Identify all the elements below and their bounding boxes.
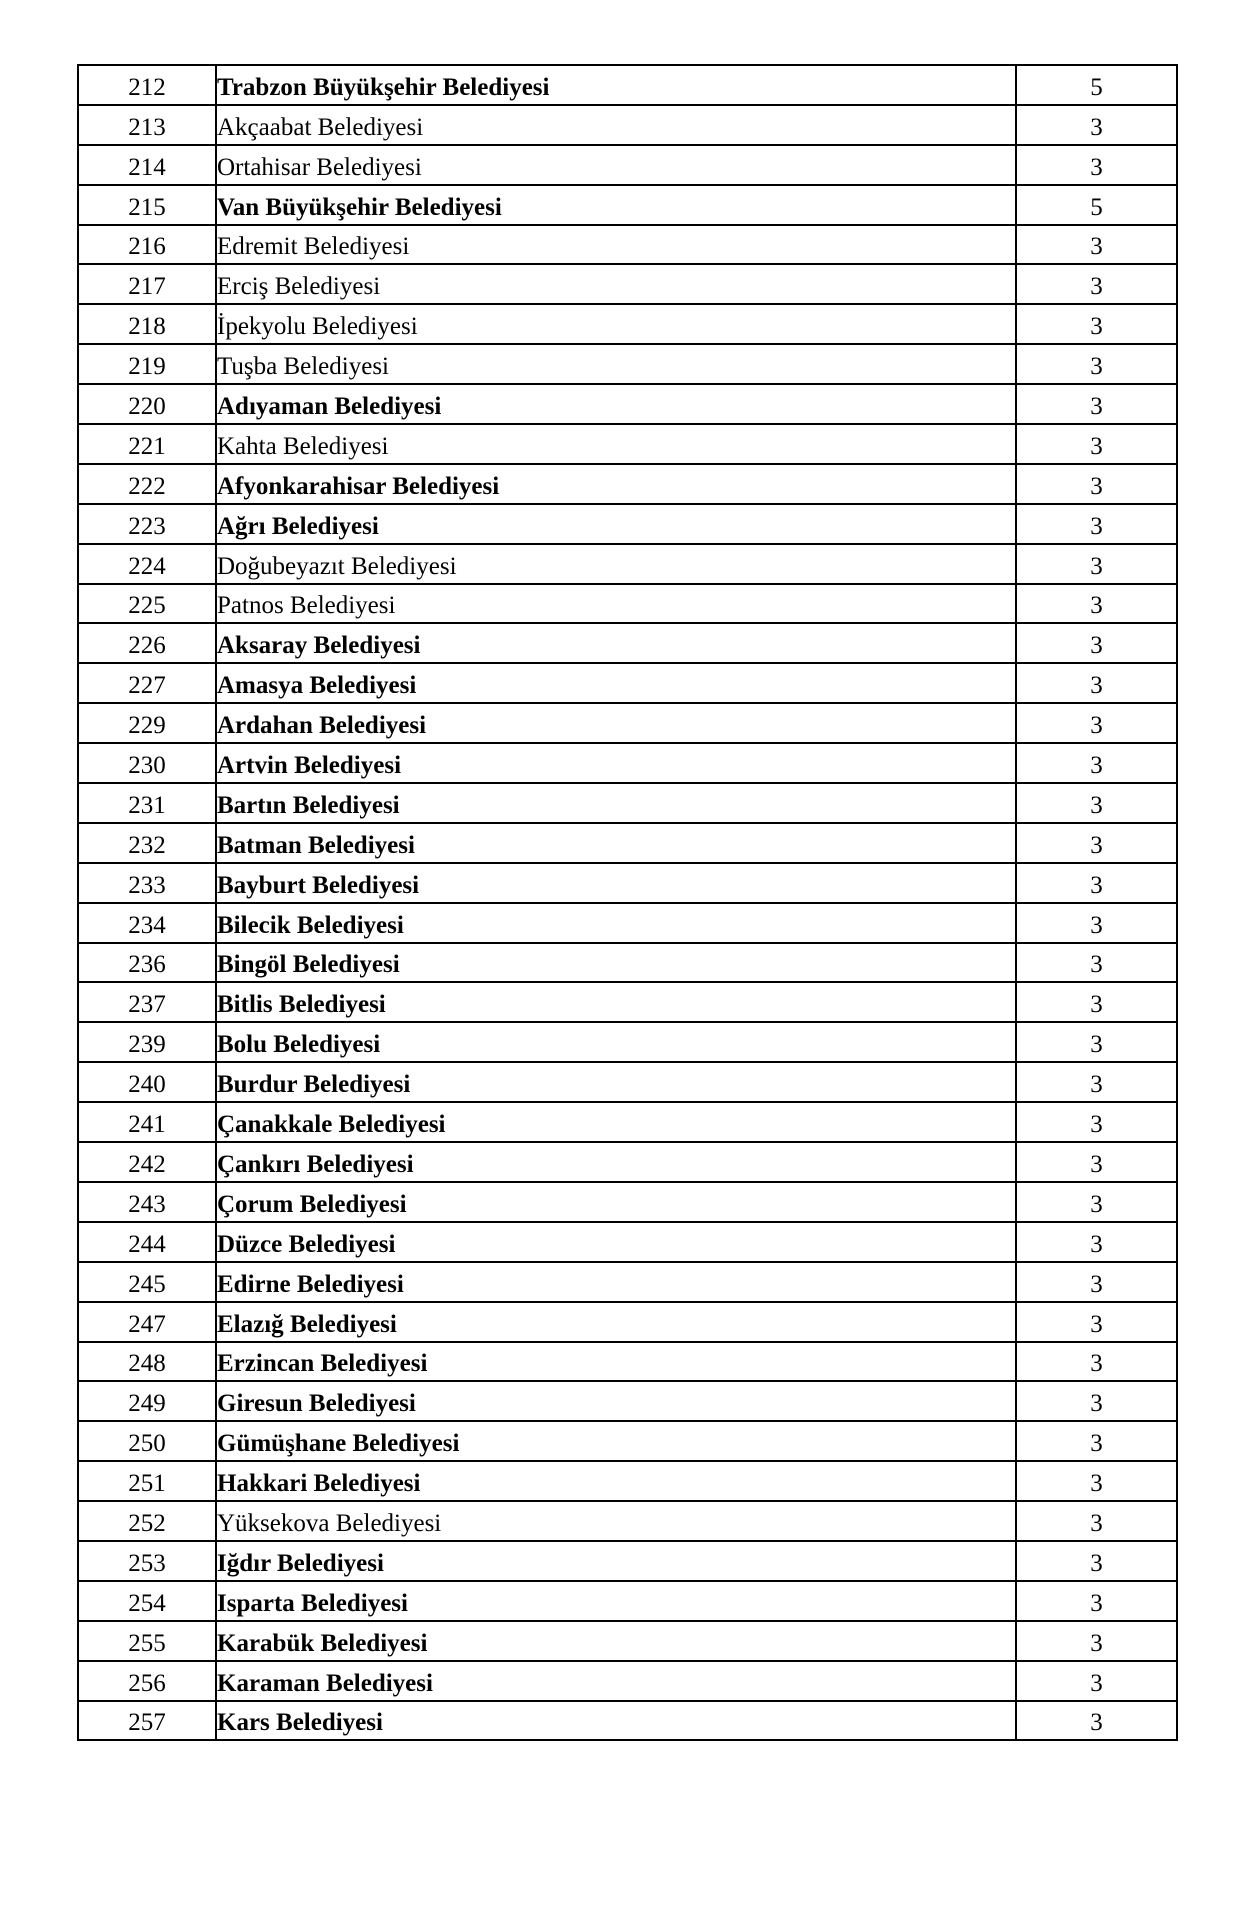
- row-number-cell: 249: [78, 1381, 216, 1421]
- row-number-cell: 224: [78, 544, 216, 584]
- quota-value-cell: 3: [1016, 783, 1177, 823]
- quota-value-cell: 3: [1016, 1222, 1177, 1262]
- quota-value-cell: 3: [1016, 1421, 1177, 1461]
- row-number-cell: 230: [78, 743, 216, 783]
- municipality-name-cell: Giresun Belediyesi: [216, 1381, 1016, 1421]
- table-row: [78, 185, 1177, 225]
- table-row: [78, 903, 1177, 943]
- municipality-name-cell: Karaman Belediyesi: [216, 1661, 1016, 1701]
- table-row: [78, 544, 1177, 584]
- row-number-cell: 219: [78, 344, 216, 384]
- municipality-name-cell: Erciş Belediyesi: [216, 264, 1016, 304]
- table-row: [78, 424, 1177, 464]
- municipality-name-cell: Afyonkarahisar Belediyesi: [216, 464, 1016, 504]
- municipality-name-cell: Akçaabat Belediyesi: [216, 105, 1016, 145]
- municipality-name-cell: Bolu Belediyesi: [216, 1022, 1016, 1062]
- table-row: [78, 1302, 1177, 1342]
- quota-value-cell: 3: [1016, 1621, 1177, 1661]
- row-number-cell: 221: [78, 424, 216, 464]
- municipality-name-cell: Erzincan Belediyesi: [216, 1342, 1016, 1382]
- municipality-name-cell: Iğdır Belediyesi: [216, 1541, 1016, 1581]
- row-number-cell: 217: [78, 264, 216, 304]
- quota-value-cell: 5: [1016, 185, 1177, 225]
- quota-value-cell: 3: [1016, 544, 1177, 584]
- municipality-name-cell: Çanakkale Belediyesi: [216, 1102, 1016, 1142]
- municipality-name-cell: Elazığ Belediyesi: [216, 1302, 1016, 1342]
- table-row: [78, 1461, 1177, 1501]
- municipality-name-cell: Van Büyükşehir Belediyesi: [216, 185, 1016, 225]
- quota-value-cell: 3: [1016, 863, 1177, 903]
- municipality-name-cell: Aksaray Belediyesi: [216, 623, 1016, 663]
- row-number-cell: 233: [78, 863, 216, 903]
- quota-value-cell: 3: [1016, 1302, 1177, 1342]
- row-number-cell: 244: [78, 1222, 216, 1262]
- table-row: [78, 1701, 1177, 1741]
- municipality-table-body: [78, 65, 1177, 1740]
- row-number-cell: 245: [78, 1262, 216, 1302]
- row-number-cell: 234: [78, 903, 216, 943]
- municipality-name-cell: Karabük Belediyesi: [216, 1621, 1016, 1661]
- row-number-cell: 231: [78, 783, 216, 823]
- table-row: [78, 703, 1177, 743]
- row-number-cell: 220: [78, 384, 216, 424]
- quota-value-cell: 3: [1016, 1461, 1177, 1501]
- row-number-cell: 252: [78, 1501, 216, 1541]
- quota-value-cell: 3: [1016, 743, 1177, 783]
- row-number-cell: 248: [78, 1342, 216, 1382]
- municipality-name-cell: Çankırı Belediyesi: [216, 1142, 1016, 1182]
- quota-value-cell: 3: [1016, 623, 1177, 663]
- quota-value-cell: 3: [1016, 903, 1177, 943]
- municipality-name-cell: Bingöl Belediyesi: [216, 943, 1016, 983]
- quota-value-cell: 3: [1016, 1661, 1177, 1701]
- municipality-name-cell: Bartın Belediyesi: [216, 783, 1016, 823]
- quota-value-cell: 3: [1016, 1381, 1177, 1421]
- municipality-name-cell: Artvin Belediyesi: [216, 743, 1016, 783]
- municipality-name-cell: Doğubeyazıt Belediyesi: [216, 544, 1016, 584]
- table-row: [78, 1102, 1177, 1142]
- row-number-cell: 241: [78, 1102, 216, 1142]
- quota-value-cell: 3: [1016, 1182, 1177, 1222]
- municipality-table: [77, 64, 1178, 1741]
- row-number-cell: 251: [78, 1461, 216, 1501]
- quota-value-cell: 3: [1016, 823, 1177, 863]
- municipality-name-cell: Batman Belediyesi: [216, 823, 1016, 863]
- table-row: [78, 145, 1177, 185]
- quota-value-cell: 3: [1016, 464, 1177, 504]
- quota-value-cell: 3: [1016, 105, 1177, 145]
- table-row: [78, 823, 1177, 863]
- municipality-name-cell: Edremit Belediyesi: [216, 225, 1016, 265]
- quota-value-cell: 3: [1016, 1142, 1177, 1182]
- quota-value-cell: 3: [1016, 1262, 1177, 1302]
- quota-value-cell: 3: [1016, 584, 1177, 624]
- municipality-name-cell: Amasya Belediyesi: [216, 663, 1016, 703]
- municipality-name-cell: Çorum Belediyesi: [216, 1182, 1016, 1222]
- table-row: [78, 863, 1177, 903]
- municipality-name-cell: Isparta Belediyesi: [216, 1581, 1016, 1621]
- row-number-cell: 254: [78, 1581, 216, 1621]
- table-row: [78, 504, 1177, 544]
- municipality-name-cell: İpekyolu Belediyesi: [216, 304, 1016, 344]
- municipality-name-cell: Kars Belediyesi: [216, 1701, 1016, 1741]
- municipality-name-cell: Ağrı Belediyesi: [216, 504, 1016, 544]
- quota-value-cell: 3: [1016, 982, 1177, 1022]
- municipality-name-cell: Bitlis Belediyesi: [216, 982, 1016, 1022]
- row-number-cell: 213: [78, 105, 216, 145]
- row-number-cell: 232: [78, 823, 216, 863]
- table-row: [78, 1581, 1177, 1621]
- table-row: [78, 1381, 1177, 1421]
- row-number-cell: 256: [78, 1661, 216, 1701]
- row-number-cell: 225: [78, 584, 216, 624]
- table-row: [78, 105, 1177, 145]
- quota-value-cell: 3: [1016, 384, 1177, 424]
- quota-value-cell: 3: [1016, 1102, 1177, 1142]
- quota-value-cell: 3: [1016, 264, 1177, 304]
- table-row: [78, 1022, 1177, 1062]
- quota-value-cell: 3: [1016, 1581, 1177, 1621]
- row-number-cell: 236: [78, 943, 216, 983]
- row-number-cell: 255: [78, 1621, 216, 1661]
- table-row: [78, 1342, 1177, 1382]
- table-row: [78, 1062, 1177, 1102]
- row-number-cell: 215: [78, 185, 216, 225]
- table-row: [78, 344, 1177, 384]
- municipality-name-cell: Düzce Belediyesi: [216, 1222, 1016, 1262]
- municipality-name-cell: Patnos Belediyesi: [216, 584, 1016, 624]
- row-number-cell: 237: [78, 982, 216, 1022]
- table-row: [78, 584, 1177, 624]
- row-number-cell: 229: [78, 703, 216, 743]
- table-row: [78, 1142, 1177, 1182]
- table-row: [78, 1621, 1177, 1661]
- table-row: [78, 1541, 1177, 1581]
- table-row: [78, 623, 1177, 663]
- quota-value-cell: 3: [1016, 225, 1177, 265]
- row-number-cell: 250: [78, 1421, 216, 1461]
- municipality-name-cell: Tuşba Belediyesi: [216, 344, 1016, 384]
- quota-value-cell: 3: [1016, 1701, 1177, 1741]
- table-row: [78, 384, 1177, 424]
- table-row: [78, 943, 1177, 983]
- table-row: [78, 225, 1177, 265]
- municipality-name-cell: Gümüşhane Belediyesi: [216, 1421, 1016, 1461]
- row-number-cell: 218: [78, 304, 216, 344]
- municipality-name-cell: Bayburt Belediyesi: [216, 863, 1016, 903]
- table-row: [78, 783, 1177, 823]
- row-number-cell: 253: [78, 1541, 216, 1581]
- row-number-cell: 222: [78, 464, 216, 504]
- row-number-cell: 216: [78, 225, 216, 265]
- quota-value-cell: 3: [1016, 504, 1177, 544]
- quota-value-cell: 3: [1016, 943, 1177, 983]
- municipality-name-cell: Trabzon Büyükşehir Belediyesi: [216, 65, 1016, 105]
- quota-value-cell: 3: [1016, 424, 1177, 464]
- table-row: [78, 1182, 1177, 1222]
- row-number-cell: 247: [78, 1302, 216, 1342]
- row-number-cell: 243: [78, 1182, 216, 1222]
- table-row: [78, 1421, 1177, 1461]
- table-row: [78, 304, 1177, 344]
- row-number-cell: 240: [78, 1062, 216, 1102]
- quota-value-cell: 3: [1016, 1062, 1177, 1102]
- table-row: [78, 264, 1177, 304]
- quota-value-cell: 3: [1016, 1342, 1177, 1382]
- row-number-cell: 226: [78, 623, 216, 663]
- municipality-name-cell: Adıyaman Belediyesi: [216, 384, 1016, 424]
- row-number-cell: 214: [78, 145, 216, 185]
- table-row: [78, 1222, 1177, 1262]
- municipality-name-cell: Yüksekova Belediyesi: [216, 1501, 1016, 1541]
- municipality-name-cell: Ortahisar Belediyesi: [216, 145, 1016, 185]
- quota-value-cell: 3: [1016, 344, 1177, 384]
- quota-value-cell: 5: [1016, 65, 1177, 105]
- table-row: [78, 1661, 1177, 1701]
- municipality-name-cell: Edirne Belediyesi: [216, 1262, 1016, 1302]
- table-row: [78, 65, 1177, 105]
- table-row: [78, 743, 1177, 783]
- municipality-name-cell: Bilecik Belediyesi: [216, 903, 1016, 943]
- row-number-cell: 223: [78, 504, 216, 544]
- quota-value-cell: 3: [1016, 663, 1177, 703]
- quota-value-cell: 3: [1016, 1022, 1177, 1062]
- quota-value-cell: 3: [1016, 1541, 1177, 1581]
- municipality-name-cell: Hakkari Belediyesi: [216, 1461, 1016, 1501]
- quota-value-cell: 3: [1016, 304, 1177, 344]
- table-row: [78, 464, 1177, 504]
- municipality-name-cell: Burdur Belediyesi: [216, 1062, 1016, 1102]
- municipality-name-cell: Kahta Belediyesi: [216, 424, 1016, 464]
- quota-value-cell: 3: [1016, 1501, 1177, 1541]
- table-row: [78, 1262, 1177, 1302]
- table-row: [78, 982, 1177, 1022]
- quota-value-cell: 3: [1016, 703, 1177, 743]
- row-number-cell: 257: [78, 1701, 216, 1741]
- municipality-name-cell: Ardahan Belediyesi: [216, 703, 1016, 743]
- row-number-cell: 212: [78, 65, 216, 105]
- row-number-cell: 242: [78, 1142, 216, 1182]
- row-number-cell: 227: [78, 663, 216, 703]
- quota-value-cell: 3: [1016, 145, 1177, 185]
- row-number-cell: 239: [78, 1022, 216, 1062]
- table-row: [78, 1501, 1177, 1541]
- table-row: [78, 663, 1177, 703]
